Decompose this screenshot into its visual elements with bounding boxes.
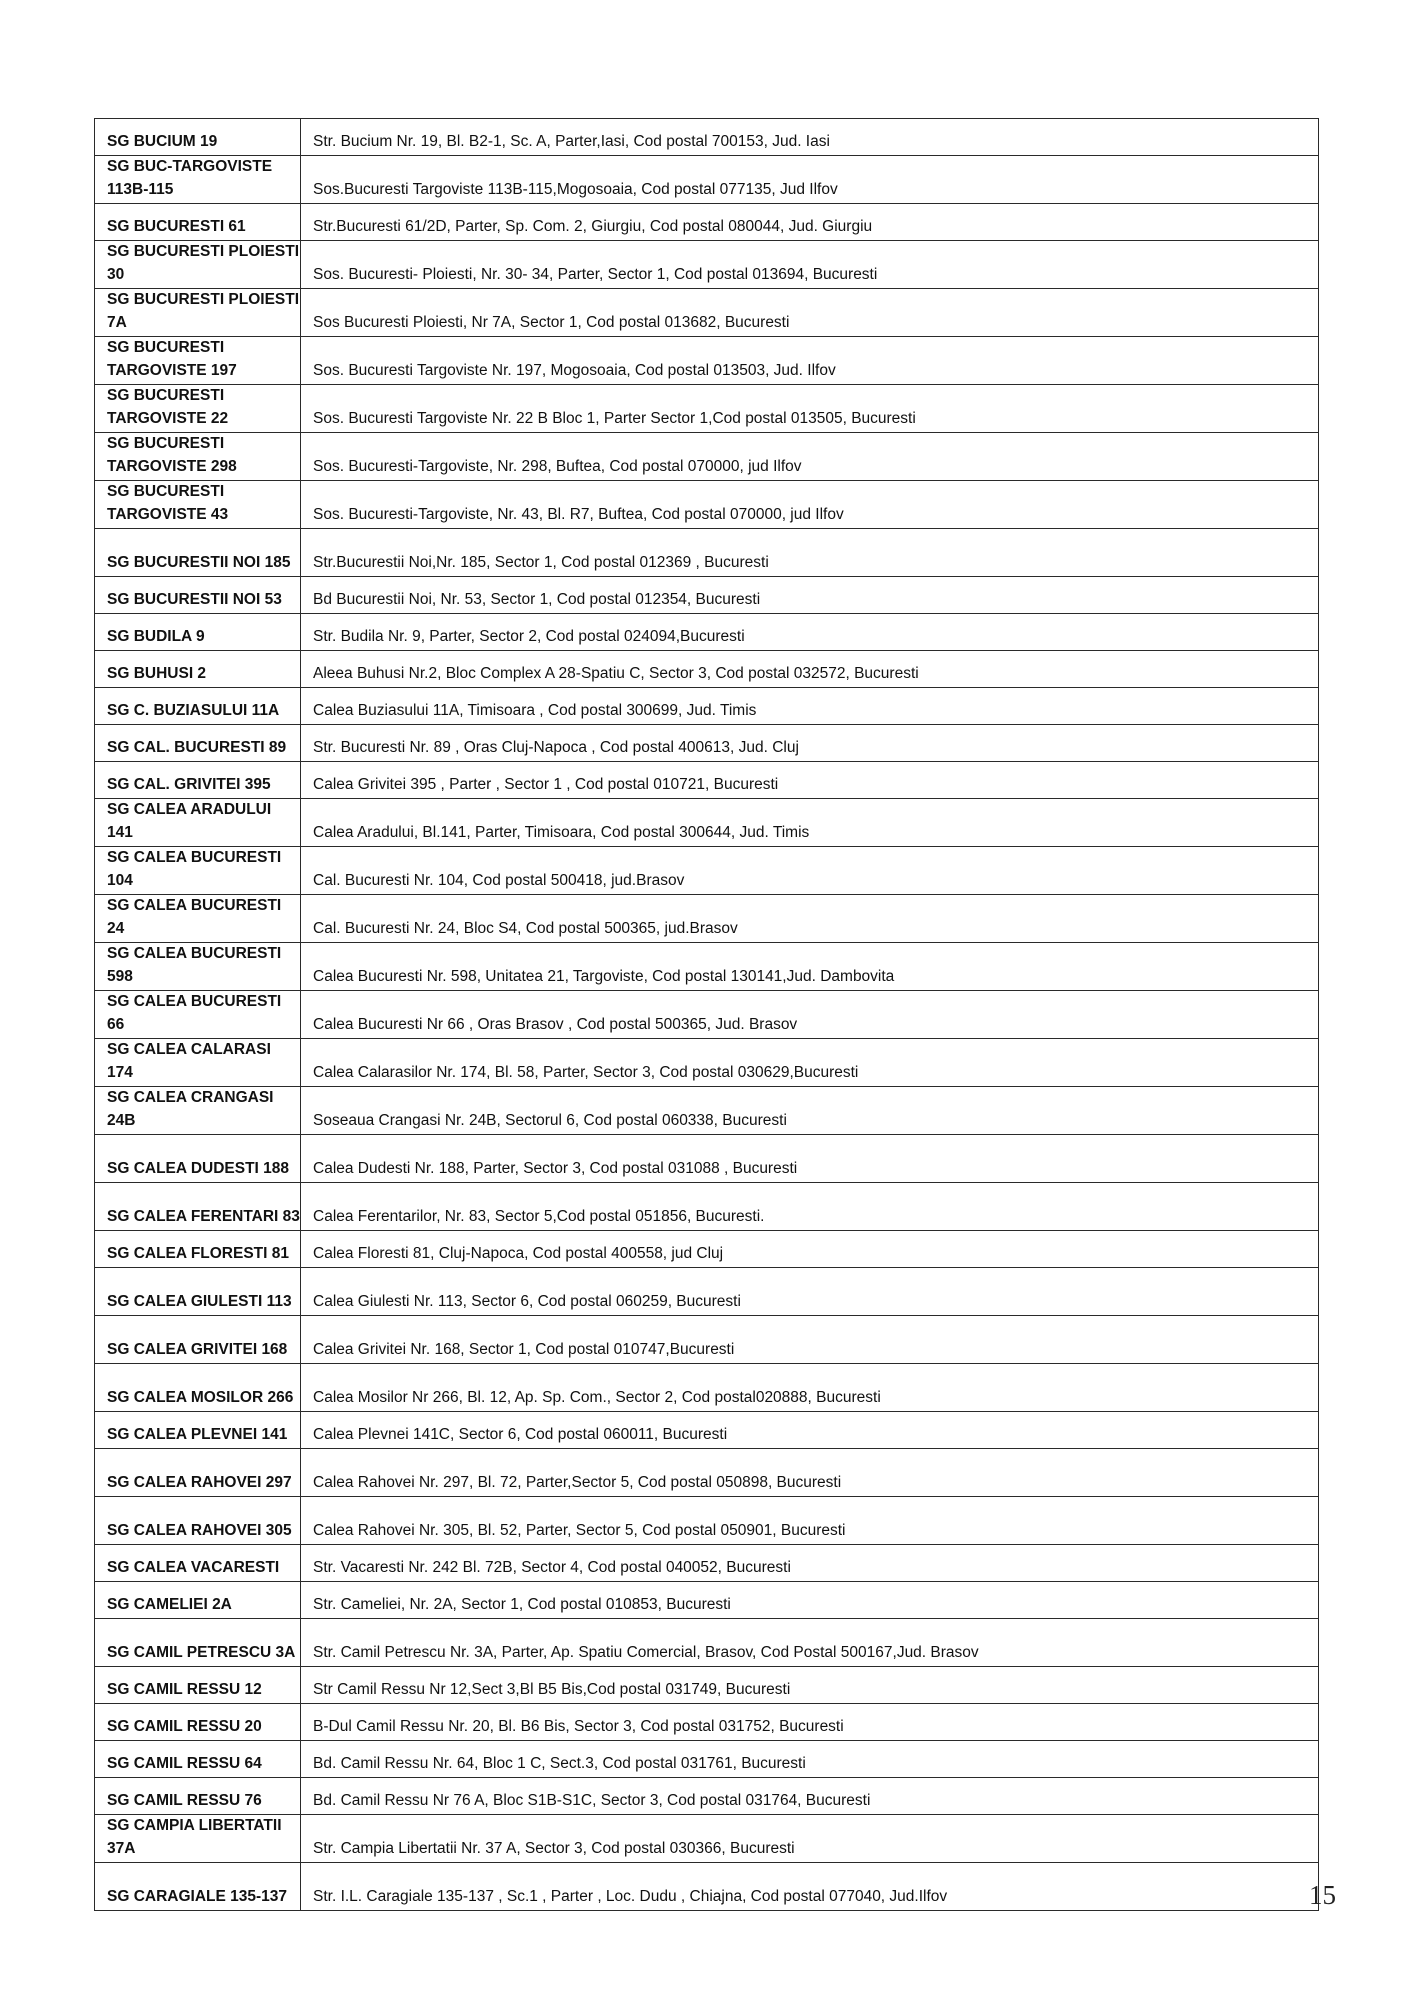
table-row: [95, 433, 1319, 481]
table-row: [95, 1545, 1319, 1582]
store-address-cell: Sos. Bucuresti- Ploiesti, Nr. 30- 34, Parter, Sector 1, Cod postal 013694, Bucuresti: [301, 241, 1319, 289]
table-row: [95, 725, 1319, 762]
store-address-cell: Calea Calarasilor Nr. 174, Bl. 58, Parter, Sector 3, Cod postal 030629,Bucuresti: [301, 1039, 1319, 1087]
store-address-cell: Str.Bucuresti 61/2D, Parter, Sp. Com. 2, Giurgiu, Cod postal 080044, Jud. Giurgiu: [301, 204, 1319, 241]
table-row: [95, 241, 1319, 289]
store-name-cell: SG CAMIL RESSU 12: [95, 1667, 301, 1704]
store-address-table: [94, 118, 1319, 1911]
store-address-cell: Calea Bucuresti Nr. 598, Unitatea 21, Targoviste, Cod postal 130141,Jud. Dambovita: [301, 943, 1319, 991]
table-row: [95, 481, 1319, 529]
store-name-cell: SG BUC-TARGOVISTE 113B-115: [95, 156, 301, 204]
table-row: [95, 204, 1319, 241]
table-body: [95, 119, 1319, 1911]
table-row: [95, 688, 1319, 725]
store-name-cell: SG CALEA BUCURESTI 104: [95, 847, 301, 895]
table-row: [95, 385, 1319, 433]
table-row: [95, 1449, 1319, 1497]
table-row: [95, 156, 1319, 204]
store-address-cell: Str. Cameliei, Nr. 2A, Sector 1, Cod postal 010853, Bucuresti: [301, 1582, 1319, 1619]
store-name-cell: SG CAMELIEI 2A: [95, 1582, 301, 1619]
store-address-cell: Cal. Bucuresti Nr. 104, Cod postal 500418, jud.Brasov: [301, 847, 1319, 895]
table-row: [95, 847, 1319, 895]
store-address-cell: Aleea Buhusi Nr.2, Bloc Complex A 28-Spatiu C, Sector 3, Cod postal 032572, Bucuresti: [301, 651, 1319, 688]
store-name-cell: SG CALEA MOSILOR 266: [95, 1364, 301, 1412]
table-row: [95, 895, 1319, 943]
table-row: [95, 529, 1319, 577]
store-name-cell: SG CALEA ARADULUI 141: [95, 799, 301, 847]
store-name-cell: SG BUCURESTI PLOIESTI 7A: [95, 289, 301, 337]
store-address-cell: Bd. Camil Ressu Nr 76 A, Bloc S1B-S1C, Sector 3, Cod postal 031764, Bucuresti: [301, 1778, 1319, 1815]
store-address-cell: Calea Aradului, Bl.141, Parter, Timisoara, Cod postal 300644, Jud. Timis: [301, 799, 1319, 847]
table-row: [95, 1087, 1319, 1135]
store-name-cell: SG BUCURESTII NOI 185: [95, 529, 301, 577]
store-name-cell: SG CALEA PLEVNEI 141: [95, 1412, 301, 1449]
store-name-cell: SG CAMIL PETRESCU 3A: [95, 1619, 301, 1667]
store-address-cell: Str. Camil Petrescu Nr. 3A, Parter, Ap. Spatiu Comercial, Brasov, Cod Postal 500167,Jud. Brasov: [301, 1619, 1319, 1667]
table-row: [95, 1316, 1319, 1364]
store-name-cell: SG CAMIL RESSU 64: [95, 1741, 301, 1778]
store-address-cell: Calea Giulesti Nr. 113, Sector 6, Cod postal 060259, Bucuresti: [301, 1268, 1319, 1316]
store-address-cell: Calea Grivitei 395 , Parter , Sector 1 , Cod postal 010721, Bucuresti: [301, 762, 1319, 799]
store-address-cell: Calea Mosilor Nr 266, Bl. 12, Ap. Sp. Com., Sector 2, Cod postal020888, Bucuresti: [301, 1364, 1319, 1412]
table-row: [95, 762, 1319, 799]
store-address-cell: Sos. Bucuresti-Targoviste, Nr. 43, Bl. R7, Buftea, Cod postal 070000, jud Ilfov: [301, 481, 1319, 529]
table-row: [95, 991, 1319, 1039]
store-name-cell: SG CAMIL RESSU 76: [95, 1778, 301, 1815]
store-address-cell: Bd. Camil Ressu Nr. 64, Bloc 1 C, Sect.3, Cod postal 031761, Bucuresti: [301, 1741, 1319, 1778]
store-address-cell: Cal. Bucuresti Nr. 24, Bloc S4, Cod postal 500365, jud.Brasov: [301, 895, 1319, 943]
store-address-cell: Calea Rahovei Nr. 305, Bl. 52, Parter, Sector 5, Cod postal 050901, Bucuresti: [301, 1497, 1319, 1545]
store-name-cell: SG BUCURESTI TARGOVISTE 298: [95, 433, 301, 481]
table-row: [95, 1183, 1319, 1231]
table-row: [95, 1231, 1319, 1268]
table-row: [95, 1778, 1319, 1815]
store-address-cell: Calea Bucuresti Nr 66 , Oras Brasov , Cod postal 500365, Jud. Brasov: [301, 991, 1319, 1039]
store-name-cell: SG CALEA GIULESTI 113: [95, 1268, 301, 1316]
store-address-cell: Calea Plevnei 141C, Sector 6, Cod postal 060011, Bucuresti: [301, 1412, 1319, 1449]
store-name-cell: SG CALEA GRIVITEI 168: [95, 1316, 301, 1364]
table-row: [95, 1619, 1319, 1667]
store-address-cell: Calea Floresti 81, Cluj-Napoca, Cod postal 400558, jud Cluj: [301, 1231, 1319, 1268]
table-row: [95, 1582, 1319, 1619]
table-row: [95, 1364, 1319, 1412]
table-row: [95, 1667, 1319, 1704]
store-name-cell: SG CARAGIALE 135-137: [95, 1863, 301, 1911]
store-name-cell: SG CALEA CALARASI 174: [95, 1039, 301, 1087]
store-name-cell: SG CALEA RAHOVEI 305: [95, 1497, 301, 1545]
store-name-cell: SG BUCURESTI TARGOVISTE 43: [95, 481, 301, 529]
store-address-cell: Str. Bucium Nr. 19, Bl. B2-1, Sc. A, Parter,Iasi, Cod postal 700153, Jud. Iasi: [301, 119, 1319, 156]
store-name-cell: SG CALEA BUCURESTI 66: [95, 991, 301, 1039]
store-address-cell: Sos. Bucuresti-Targoviste, Nr. 298, Buftea, Cod postal 070000, jud Ilfov: [301, 433, 1319, 481]
table-row: [95, 577, 1319, 614]
table-row: [95, 1039, 1319, 1087]
table-row: [95, 1135, 1319, 1183]
store-name-cell: SG BUCURESTI TARGOVISTE 22: [95, 385, 301, 433]
table-row: [95, 1412, 1319, 1449]
table-row: [95, 799, 1319, 847]
store-name-cell: SG CAMPIA LIBERTATII 37A: [95, 1815, 301, 1863]
store-name-cell: SG CAMIL RESSU 20: [95, 1704, 301, 1741]
store-name-cell: SG CAL. BUCURESTI 89: [95, 725, 301, 762]
table-row: [95, 1268, 1319, 1316]
store-address-cell: Str. I.L. Caragiale 135-137 , Sc.1 , Parter , Loc. Dudu , Chiajna, Cod postal 077040, Jud.Ilfov: [301, 1863, 1319, 1911]
store-name-cell: SG BUCURESTI 61: [95, 204, 301, 241]
page-number: 15: [1309, 1880, 1336, 1910]
store-name-cell: SG CALEA CRANGASI 24B: [95, 1087, 301, 1135]
store-address-cell: Str. Campia Libertatii Nr. 37 A, Sector 3, Cod postal 030366, Bucuresti: [301, 1815, 1319, 1863]
table-row: [95, 1741, 1319, 1778]
store-address-cell: Calea Dudesti Nr. 188, Parter, Sector 3, Cod postal 031088 , Bucuresti: [301, 1135, 1319, 1183]
store-name-cell: SG BUCIUM 19: [95, 119, 301, 156]
store-address-cell: Sos. Bucuresti Targoviste Nr. 197, Mogosoaia, Cod postal 013503, Jud. Ilfov: [301, 337, 1319, 385]
store-address-cell: Calea Rahovei Nr. 297, Bl. 72, Parter,Sector 5, Cod postal 050898, Bucuresti: [301, 1449, 1319, 1497]
table-row: [95, 651, 1319, 688]
store-name-cell: SG C. BUZIASULUI 11A: [95, 688, 301, 725]
store-address-cell: Bd Bucurestii Noi, Nr. 53, Sector 1, Cod postal 012354, Bucuresti: [301, 577, 1319, 614]
store-address-cell: Sos Bucuresti Ploiesti, Nr 7A, Sector 1, Cod postal 013682, Bucuresti: [301, 289, 1319, 337]
table-row: [95, 614, 1319, 651]
store-address-cell: Soseaua Crangasi Nr. 24B, Sectorul 6, Cod postal 060338, Bucuresti: [301, 1087, 1319, 1135]
store-address-cell: B-Dul Camil Ressu Nr. 20, Bl. B6 Bis, Sector 3, Cod postal 031752, Bucuresti: [301, 1704, 1319, 1741]
store-name-cell: SG BUCURESTI TARGOVISTE 197: [95, 337, 301, 385]
store-name-cell: SG CALEA VACARESTI: [95, 1545, 301, 1582]
store-name-cell: SG CALEA BUCURESTI 24: [95, 895, 301, 943]
store-address-cell: Str. Vacaresti Nr. 242 Bl. 72B, Sector 4, Cod postal 040052, Bucuresti: [301, 1545, 1319, 1582]
store-name-cell: SG CALEA FERENTARI 83: [95, 1183, 301, 1231]
store-name-cell: SG CALEA DUDESTI 188: [95, 1135, 301, 1183]
store-name-cell: SG BUHUSI 2: [95, 651, 301, 688]
table-row: [95, 1863, 1319, 1911]
store-address-cell: Str.Bucurestii Noi,Nr. 185, Sector 1, Cod postal 012369 , Bucuresti: [301, 529, 1319, 577]
table-row: [95, 1497, 1319, 1545]
store-address-cell: Str. Budila Nr. 9, Parter, Sector 2, Cod postal 024094,Bucuresti: [301, 614, 1319, 651]
store-address-cell: Calea Grivitei Nr. 168, Sector 1, Cod postal 010747,Bucuresti: [301, 1316, 1319, 1364]
store-name-cell: SG CALEA FLORESTI 81: [95, 1231, 301, 1268]
table-row: [95, 337, 1319, 385]
table-row: [95, 289, 1319, 337]
store-address-cell: Str. Bucuresti Nr. 89 , Oras Cluj-Napoca , Cod postal 400613, Jud. Cluj: [301, 725, 1319, 762]
store-name-cell: SG BUDILA 9: [95, 614, 301, 651]
table-row: [95, 1815, 1319, 1863]
store-address-cell: Calea Ferentarilor, Nr. 83, Sector 5,Cod postal 051856, Bucuresti.: [301, 1183, 1319, 1231]
store-name-cell: SG BUCURESTI PLOIESTI 30: [95, 241, 301, 289]
store-address-cell: Sos. Bucuresti Targoviste Nr. 22 B Bloc 1, Parter Sector 1,Cod postal 013505, Bucuresti: [301, 385, 1319, 433]
store-address-cell: Calea Buziasului 11A, Timisoara , Cod postal 300699, Jud. Timis: [301, 688, 1319, 725]
table-row: [95, 943, 1319, 991]
store-name-cell: SG CALEA BUCURESTI 598: [95, 943, 301, 991]
store-name-cell: SG BUCURESTII NOI 53: [95, 577, 301, 614]
store-address-cell: Str Camil Ressu Nr 12,Sect 3,Bl B5 Bis,Cod postal 031749, Bucuresti: [301, 1667, 1319, 1704]
store-name-cell: SG CALEA RAHOVEI 297: [95, 1449, 301, 1497]
table-row: [95, 119, 1319, 156]
store-address-cell: Sos.Bucuresti Targoviste 113B-115,Mogosoaia, Cod postal 077135, Jud Ilfov: [301, 156, 1319, 204]
table-row: [95, 1704, 1319, 1741]
store-name-cell: SG CAL. GRIVITEI 395: [95, 762, 301, 799]
